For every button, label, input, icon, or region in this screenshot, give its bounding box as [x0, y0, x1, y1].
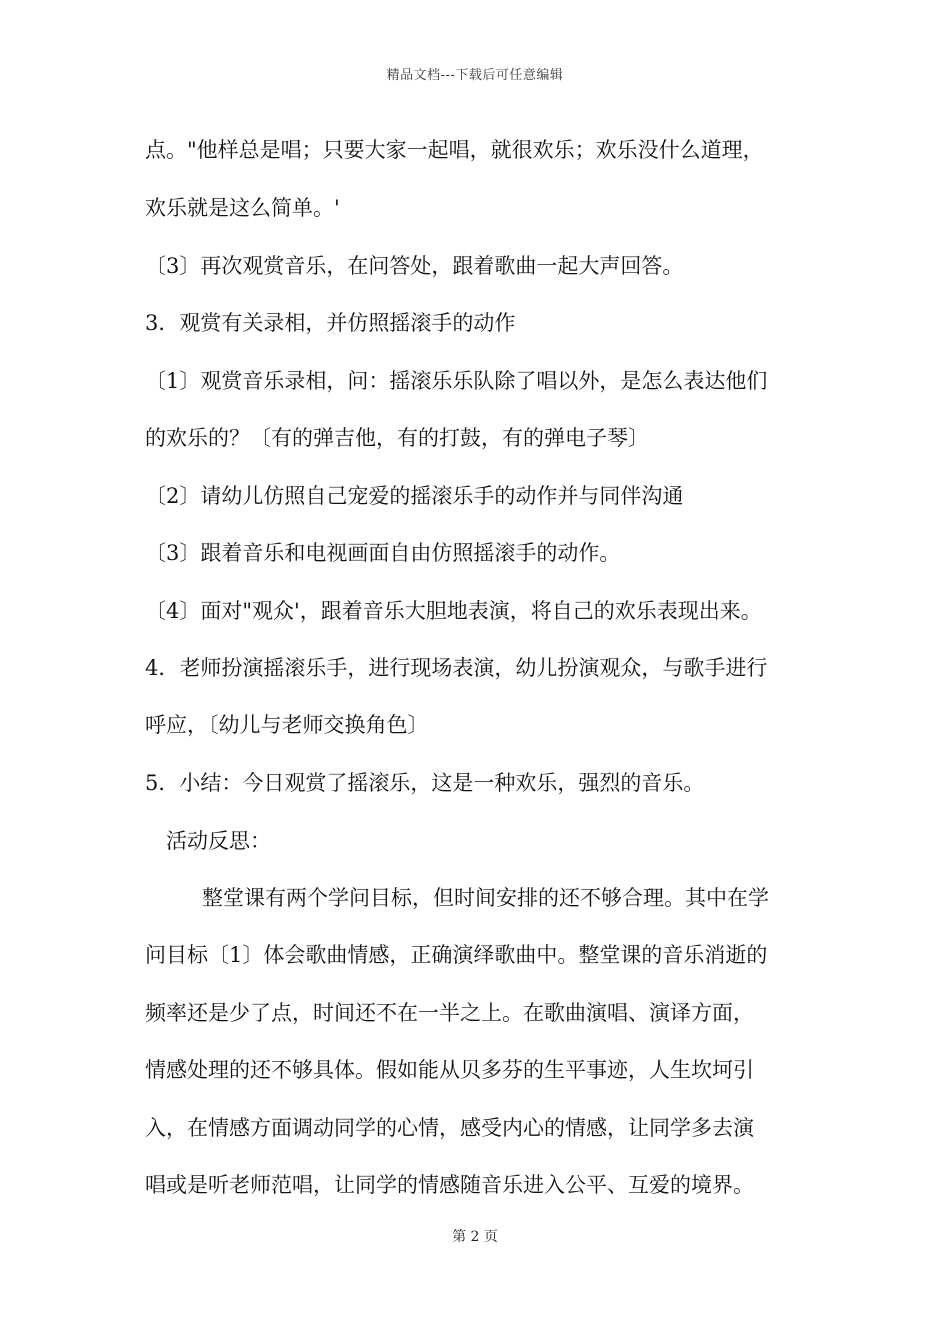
text-line: 的欢乐的？〔有的弹吉他，有的打鼓，有的弹电子琴〕 — [145, 426, 649, 450]
section-heading: 活动反思： — [166, 829, 271, 853]
text-line: 情感处理的还不够具体。假如能从贝多芬的生平事迹，人生坎坷引 — [145, 1058, 754, 1082]
text-line: 入，在情感方面调动同学的心情，感受内心的情感，让同学多去演 — [145, 1116, 754, 1140]
text-line: 〔3〕跟着音乐和电视画面自由仿照摇滚手的动作。 — [145, 541, 621, 565]
text-line: 整堂课有两个学问目标，但时间安排的还不够合理。其中在学 — [202, 886, 769, 910]
text-line: 唱或是听老师范唱，让同学的情感随音乐进入公平、互爱的境界。 — [145, 1173, 754, 1197]
text-line: 5．小结：今日观赏了摇滚乐，这是一种欢乐，强烈的音乐。 — [145, 771, 705, 795]
text-line: 〔4〕面对"观众'，跟着音乐大胆地表演，将自己的欢乐表现出来。 — [145, 599, 762, 623]
text-line: 3．观赏有关录相，并仿照摇滚手的动作 — [145, 311, 516, 335]
text-line: 欢乐就是这么简单。' — [145, 196, 340, 220]
text-line: 呼应，〔幼儿与老师交换角色〕 — [145, 713, 429, 737]
page-header: 精品文档---下载后可任意编辑 — [386, 68, 564, 83]
text-line: 〔1〕观赏音乐录相，问：摇滚乐乐队除了唱以外，是怎么表达他们 — [145, 369, 768, 393]
page-number: 第 2 页 — [452, 1229, 498, 1245]
text-line: 频率还是少了点，时间还不在一半之上。在歌曲演唱、演译方面， — [145, 1001, 754, 1025]
text-line: 〔2〕请幼儿仿照自己宠爱的摇滚乐手的动作并与同伴沟通 — [145, 484, 684, 508]
text-line: 4．老师扮演摇滚乐手，进行现场表演，幼儿扮演观众，与歌手进行 — [145, 656, 768, 680]
text-line: 点。"他样总是唱；只要大家一起唱，就很欢乐；欢乐没什么道理， — [145, 138, 764, 162]
text-line: 问目标〔1〕体会歌曲情感，正确演绎歌曲中。整堂课的音乐消逝的 — [145, 943, 768, 967]
text-line: 〔3〕再次观赏音乐，在问答处，跟着歌曲一起大声回答。 — [145, 254, 684, 278]
